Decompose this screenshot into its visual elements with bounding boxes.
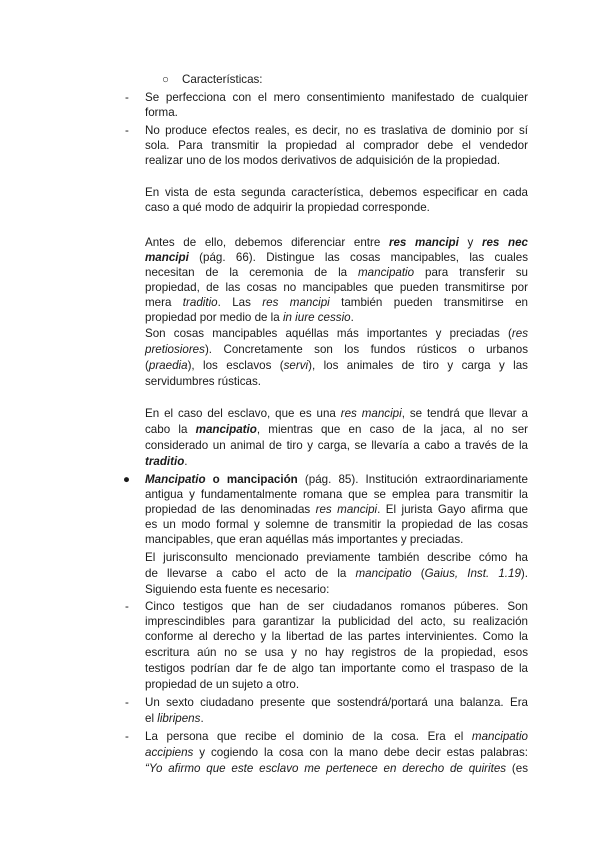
mancipatio-line: Mancipatio o mancipación (pág. 85). Institución extraordinariamente — [145, 473, 528, 486]
mancipatio-line: El jurisconsulto mencionado previamente también describe cómo ha — [145, 551, 528, 564]
paragraph-line: caso a qué modo de adquirir la propiedad corresponde. — [145, 201, 430, 214]
requirement-2-line: Un sexto ciudadano presente que sostendrá/portará una balanza. Era — [145, 696, 528, 709]
paragraph-line: Antes de ello, debemos diferenciar entre res mancipi y res nec — [145, 236, 528, 249]
circle-bullet-icon: ○ — [162, 73, 170, 86]
requirement-1-line: propiedad de un sujeto a otro. — [145, 678, 300, 691]
paragraph-line: traditio. — [145, 455, 188, 468]
characteristic-2-line: realizar uno de los modos derivativos de adquisición de la propiedad. — [145, 154, 501, 167]
paragraph-line: En vista de esta segunda característica, debemos especificar en cada — [145, 186, 528, 199]
dash-bullet-icon: - — [125, 696, 129, 709]
mancipatio-line: Siguiendo esta fuente es necesario: — [145, 583, 330, 596]
paragraph-line: cabo la mancipatio, mientras que en caso de la jaca, al no ser — [145, 423, 528, 436]
mancipatio-line: es un modo formal y solemne de transmitir la propiedad de las cosas — [145, 518, 528, 531]
requirement-1-line: escritura aún no se usa y no hay registros de la propiedad, esos — [145, 646, 528, 659]
mancipatio-line: propiedad de las denominadas res mancipi. El jurista Gayo afirma que — [145, 503, 528, 516]
paragraph-line: propiedad por medio de la in iure cessio. — [145, 311, 354, 324]
mancipatio-line: de llevarse a cabo el acto de la mancipatio (Gaius, Inst. 1.19). — [145, 567, 528, 580]
requirement-1-line: conforme al derecho y la libertad de las partes intervinientes. Como la — [145, 630, 528, 643]
dash-bullet-icon: - — [125, 124, 129, 137]
requirement-3-line: accipiens y cogiendo la cosa con la mano debe decir estas palabras: — [145, 746, 528, 759]
requirement-1-line: Cinco testigos que han de ser ciudadanos romanos púberes. Son — [145, 600, 528, 613]
paragraph-line: Son cosas mancipables aquéllas más importantes y preciadas (res — [145, 327, 528, 340]
characteristic-1-line: Se perfecciona con el mero consentimiento manifestado de cualquier — [145, 91, 528, 104]
paragraph-line: mera traditio. Las res mancipi también pueden transmitirse en — [145, 296, 528, 309]
filled-bullet-icon: ● — [123, 473, 131, 486]
requirement-3-line: La persona que recibe el dominio de la cosa. Era el mancipatio — [145, 730, 528, 743]
requirement-3-line: “Yo afirmo que este esclavo me pertenece en derecho de quirites (es — [145, 762, 528, 775]
paragraph-line: considerado un animal de tiro y carga, se llevaría a cabo a través de la — [145, 439, 528, 452]
requirement-1-line: imprescindibles para garantizar la publicidad del acto, su realización — [145, 615, 528, 628]
mancipatio-line: antigua y fundamentalmente romana que se emplea para transmitir la — [145, 488, 528, 501]
dash-bullet-icon: - — [125, 600, 129, 613]
requirement-2-line: el libripens. — [145, 712, 204, 725]
section-subheading: Características: — [182, 73, 263, 86]
mancipatio-line: mancipables, que eran aquéllas más importantes y preciadas. — [145, 533, 464, 546]
requirement-1-line: testigos podrían dar fe de algo tan importante como el traspaso de la — [145, 662, 528, 675]
characteristic-2-line: sola. Para transmitir la propiedad al comprador debe el vendedor — [145, 139, 528, 152]
paragraph-line: necesitan de la ceremonia de la mancipatio para transferir su — [145, 266, 528, 279]
dash-bullet-icon: - — [125, 91, 129, 104]
paragraph-line: propiedad, de las cosas no mancipables que pueden transmitirse por — [145, 281, 528, 294]
characteristic-2-line: No produce efectos reales, es decir, no es traslativa de dominio por sí — [145, 124, 528, 137]
paragraph-line: servidumbres rústicas. — [145, 375, 261, 388]
paragraph-line: En el caso del esclavo, que es una res mancipi, se tendrá que llevar a — [145, 407, 528, 420]
paragraph-line: mancipi (pág. 66). Distingue las cosas mancipables, las cuales — [145, 251, 528, 264]
characteristic-1-line: forma. — [145, 106, 178, 119]
paragraph-line: (praedia), los esclavos (servi), los animales de tiro y carga y las — [145, 359, 528, 372]
paragraph-line: pretiosiores). Concretamente son los fundos rústicos o urbanos — [145, 343, 528, 356]
dash-bullet-icon: - — [125, 730, 129, 743]
